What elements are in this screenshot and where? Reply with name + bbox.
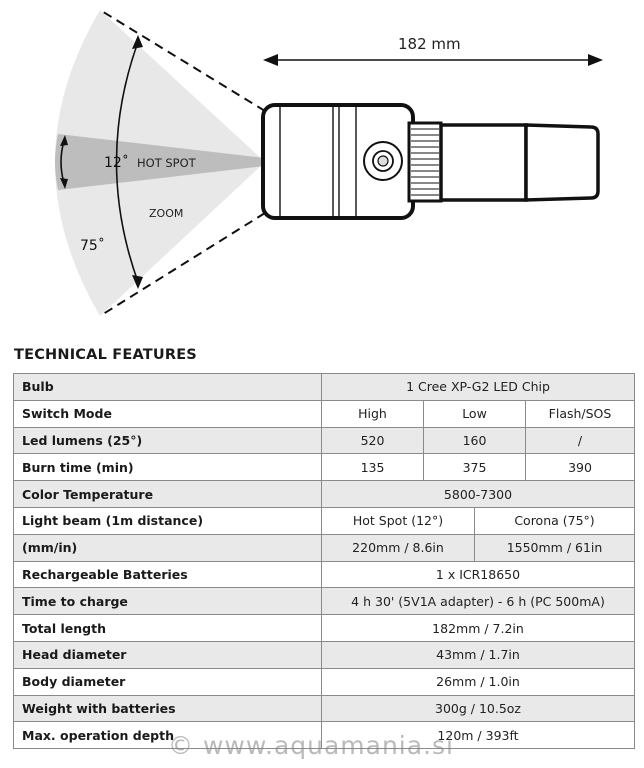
- row-value: 135: [322, 454, 424, 481]
- section-title: TECHNICAL FEATURES: [14, 347, 197, 363]
- row-value: 120m / 393ft: [322, 722, 635, 749]
- table-row: [14, 454, 635, 481]
- length-arrow-left: [263, 54, 278, 66]
- row-label: Head diameter: [14, 641, 322, 668]
- row-value: 43mm / 1.7in: [322, 641, 635, 668]
- table-row: [14, 400, 635, 427]
- table-row: [14, 427, 635, 454]
- row-value: 300g / 10.5oz: [322, 695, 635, 722]
- flashlight-tail: [526, 125, 598, 200]
- table-row: [14, 507, 635, 534]
- row-label: Rechargeable Batteries: [14, 561, 322, 588]
- row-value: Corona (75°): [475, 507, 635, 534]
- watermark: © www.aquamania.si: [168, 731, 454, 760]
- row-value: 220mm / 8.6in: [322, 534, 475, 561]
- row-value: 5800-7300: [322, 481, 635, 508]
- flashlight-body: [441, 125, 526, 200]
- row-value: 160: [424, 427, 526, 454]
- row-value: 375: [424, 454, 526, 481]
- row-label: Total length: [14, 615, 322, 642]
- spec-table: [13, 373, 635, 749]
- length-arrow-right: [588, 54, 603, 66]
- table-row: [14, 641, 635, 668]
- table-row: [14, 561, 635, 588]
- row-value: Flash/SOS: [526, 400, 635, 427]
- table-row: [14, 615, 635, 642]
- row-value: 520: [322, 427, 424, 454]
- row-value: 182mm / 7.2in: [322, 615, 635, 642]
- row-label: Time to charge: [14, 588, 322, 615]
- row-label: Light beam (1m distance): [14, 507, 322, 534]
- hotspot-label: HOT SPOT: [137, 156, 196, 170]
- table-row: [14, 481, 635, 508]
- row-value: Low: [424, 400, 526, 427]
- table-row: [14, 695, 635, 722]
- table-row: [14, 588, 635, 615]
- row-value: 390: [526, 454, 635, 481]
- row-value: /: [526, 427, 635, 454]
- row-value: 26mm / 1.0in: [322, 668, 635, 695]
- row-value: 1 Cree XP-G2 LED Chip: [322, 374, 635, 401]
- row-value: 4 h 30' (5V1A adapter) - 6 h (PC 500mA): [322, 588, 635, 615]
- table-row: [14, 668, 635, 695]
- row-value: 1550mm / 61in: [475, 534, 635, 561]
- row-label: Color Temperature: [14, 481, 322, 508]
- row-label: Bulb: [14, 374, 322, 401]
- row-label: Body diameter: [14, 668, 322, 695]
- row-label: (mm/in): [14, 534, 322, 561]
- table-row: [14, 374, 635, 401]
- table-row: [14, 534, 635, 561]
- row-label: Weight with batteries: [14, 695, 322, 722]
- row-label: Led lumens (25°): [14, 427, 322, 454]
- row-value: Hot Spot (12°): [322, 507, 475, 534]
- row-label: Max. operation depth: [14, 722, 322, 749]
- flashlight: [263, 105, 598, 218]
- length-label: 182 mm: [398, 35, 461, 53]
- row-value: 1 x ICR18650: [322, 561, 635, 588]
- row-label: Switch Mode: [14, 400, 322, 427]
- row-value: High: [322, 400, 424, 427]
- hotspot-angle-label: 12˚: [104, 155, 129, 171]
- row-label: Burn time (min): [14, 454, 322, 481]
- zoom-label: ZOOM: [149, 207, 184, 220]
- zoom-angle-label: 75˚: [80, 238, 105, 254]
- flashlight-diagram: [0, 0, 644, 330]
